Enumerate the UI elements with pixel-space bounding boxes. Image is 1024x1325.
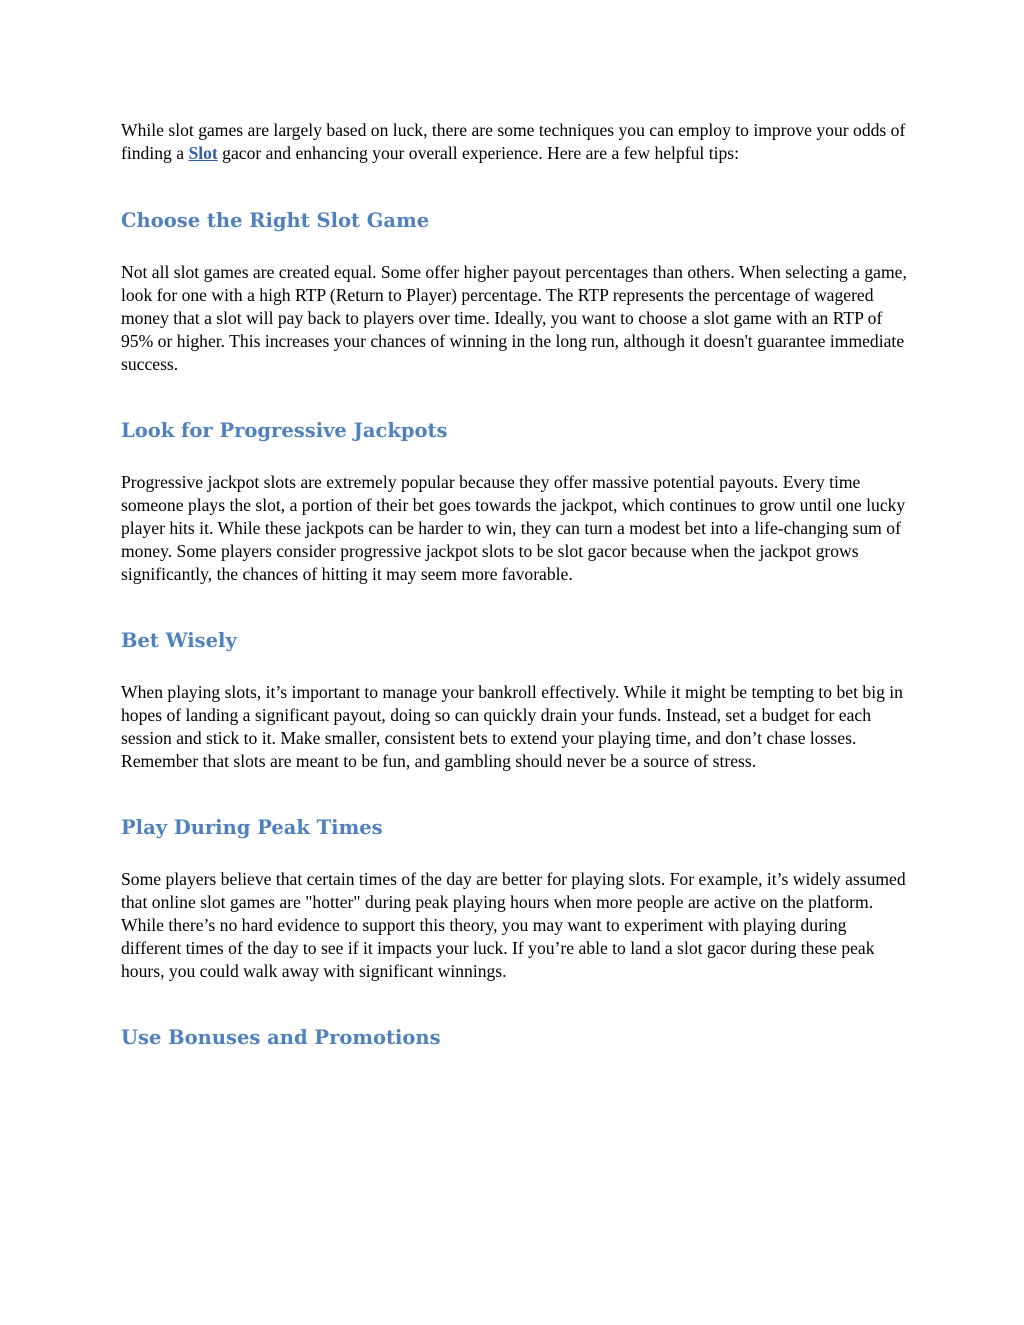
heading-bet-wisely: Bet Wisely [121,629,237,652]
heading-play-during-peak-times: Play During Peak Times [121,816,383,839]
heading-choose-right-slot-game: Choose the Right Slot Game [121,209,430,232]
heading-progressive-jackpots: Look for Progressive Jackpots [121,419,448,442]
paragraph-play-during-peak-times: Some players believe that certain times of the day are better for playing slots. For example, it’s widely assumed that online slot games are "hotter" during peak playing hours when more people are active on the platform. While there’s no hard evidence to support this theory, you may want to experiment with playing during different times of the day to see if it impacts your luck. If you’re able to land a slot gacor during these peak hours, you could walk away with significant winnings. [121,869,906,981]
document-page [121,119,911,1051]
paragraph-bet-wisely: When playing slots, it’s important to manage your bankroll effectively. While it might be tempting to bet big in hopes of landing a significant payout, doing so can quickly drain your funds. Instead, set a budget for each session and stick to it. Make smaller, consistent bets to extend your playing time, and don’t chase losses. Remember that slots are meant to be fun, and gambling should never be a source of stress. [121,682,903,771]
paragraph-progressive-jackpots: Progressive jackpot slots are extremely popular because they offer massive potential payouts. Every time someone plays the slot, a portion of their bet goes towards the jackpot, which continues to grow until one lucky player hits it. While these jackpots can be harder to win, they can turn a modest bet into a life-changing sum of money. Some players consider progressive jackpot slots to be slot gacor because when the jackpot grows significantly, the chances of hitting it may seem more favorable. [121,472,906,584]
slot-link[interactable]: Slot [188,143,218,163]
intro-text-after-link: gacor and enhancing your overall experience. Here are a few helpful tips: [217,143,739,163]
heading-bonuses-and-promotions: Use Bonuses and Promotions [121,1026,441,1049]
intro-paragraph [121,119,911,165]
paragraph-choose-right-slot-game: Not all slot games are created equal. Some offer higher payout percentages than others. When selecting a game, look for one with a high RTP (Return to Player) percentage. The RTP represents the percentage of wagered money that a slot will pay back to players over time. Ideally, you want to choose a slot game with an RTP of 95% or higher. This increases your chances of winning in the long run, although it doesn't guarantee immediate success. [121,262,907,374]
intro-text-before-link: While slot games are largely based on luck, there are some techniques you can employ to improve your odds of finding a [121,120,906,163]
